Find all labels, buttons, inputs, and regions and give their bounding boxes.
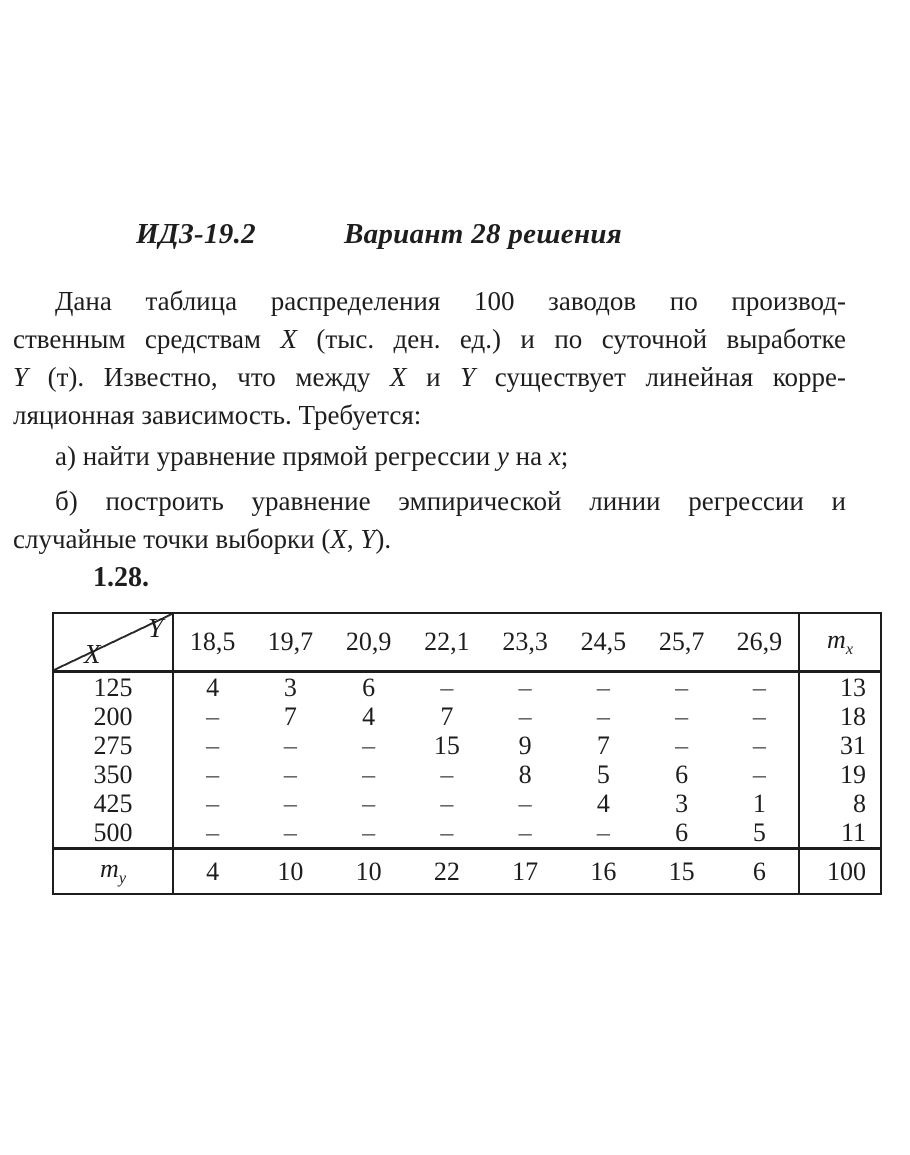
frequency-cell: – bbox=[752, 673, 766, 702]
frequency-cell: – bbox=[596, 673, 610, 702]
frequency-cell: – bbox=[440, 673, 454, 702]
frequency-cell: 7 bbox=[283, 702, 297, 731]
text-run: , bbox=[346, 524, 361, 554]
table-row bbox=[53, 731, 881, 760]
math-var: X bbox=[389, 362, 407, 392]
my-value: 15 bbox=[643, 849, 721, 895]
frequency-cell: 8 bbox=[518, 760, 532, 789]
x-class-value: 425 bbox=[53, 789, 173, 818]
text-line bbox=[13, 396, 846, 434]
frequency-cell: 15 bbox=[433, 731, 460, 760]
text-run: ственным средствам bbox=[13, 324, 281, 354]
my-subscript: y bbox=[118, 870, 126, 888]
frequency-cell: – bbox=[206, 731, 220, 760]
frequency-cell: 4 bbox=[596, 789, 610, 818]
x-class-value: 125 bbox=[53, 672, 173, 703]
frequency-cell: 5 bbox=[752, 818, 766, 847]
my-value: 6 bbox=[721, 849, 799, 895]
table-row bbox=[53, 702, 881, 731]
frequency-cell: – bbox=[206, 789, 220, 818]
y-class-header: 26,9 bbox=[721, 613, 799, 672]
mx-value: 18 bbox=[799, 702, 881, 731]
frequency-cell: – bbox=[596, 702, 610, 731]
table-header-row bbox=[53, 613, 881, 672]
frequency-cell: – bbox=[283, 818, 297, 847]
correlation-table-body bbox=[53, 613, 881, 894]
grand-total: 100 bbox=[799, 849, 881, 895]
corner-y-label: Y bbox=[147, 613, 163, 643]
assignment-code: ИДЗ-19.2 bbox=[136, 218, 256, 250]
x-class-value: 200 bbox=[53, 702, 173, 731]
math-var: X bbox=[280, 324, 297, 354]
variant-title: Вариант 28 решения bbox=[343, 218, 623, 250]
frequency-cell: – bbox=[675, 731, 689, 760]
math-var: Y bbox=[360, 524, 376, 554]
y-class-header: 19,7 bbox=[251, 613, 329, 672]
frequency-cell: 3 bbox=[283, 673, 297, 702]
math-var: Y bbox=[460, 362, 476, 392]
x-class-value: 500 bbox=[53, 818, 173, 849]
text-run: и bbox=[406, 362, 461, 392]
frequency-cell: – bbox=[206, 760, 220, 789]
frequency-cell: – bbox=[283, 789, 297, 818]
table-corner-cell bbox=[53, 613, 173, 672]
frequency-cell: – bbox=[752, 760, 766, 789]
text-line bbox=[13, 437, 846, 475]
text-line bbox=[13, 320, 846, 358]
frequency-cell: – bbox=[518, 702, 532, 731]
mx-value: 31 bbox=[799, 731, 881, 760]
text-run: (тыс. ден. ед.) и по суточной выработке bbox=[296, 324, 846, 354]
frequency-cell: – bbox=[752, 702, 766, 731]
math-var: x bbox=[548, 441, 561, 471]
math-var: Y bbox=[13, 362, 29, 392]
frequency-cell: 6 bbox=[675, 818, 689, 847]
mx-value: 13 bbox=[799, 672, 881, 703]
mx-value: 19 bbox=[799, 760, 881, 789]
mx-value: 11 bbox=[799, 818, 881, 849]
frequency-cell: – bbox=[675, 673, 689, 702]
page-title bbox=[136, 217, 622, 251]
frequency-cell: – bbox=[206, 818, 220, 847]
math-var: y bbox=[496, 441, 509, 471]
frequency-cell: – bbox=[440, 818, 454, 847]
frequency-cell: – bbox=[362, 818, 376, 847]
correlation-table bbox=[52, 612, 882, 895]
frequency-cell: – bbox=[440, 789, 454, 818]
x-class-value: 350 bbox=[53, 760, 173, 789]
my-value: 16 bbox=[564, 849, 642, 895]
table-footer-row bbox=[53, 849, 881, 895]
text-line bbox=[13, 358, 846, 396]
text-line bbox=[13, 482, 846, 520]
frequency-cell: – bbox=[362, 760, 376, 789]
my-value: 10 bbox=[330, 849, 408, 895]
frequency-cell: 1 bbox=[752, 789, 766, 818]
frequency-cell: – bbox=[440, 760, 454, 789]
mx-symbol: m bbox=[827, 624, 846, 654]
text-run: случайные точки выборки ( bbox=[13, 524, 331, 554]
my-value: 4 bbox=[173, 849, 251, 895]
text-run: Дана таблица распределения 100 заводов по производ- bbox=[55, 286, 846, 316]
frequency-cell: – bbox=[596, 818, 610, 847]
y-class-header: 24,5 bbox=[564, 613, 642, 672]
frequency-cell: 3 bbox=[675, 789, 689, 818]
task-item-a bbox=[13, 437, 846, 475]
y-class-header: 25,7 bbox=[643, 613, 721, 672]
y-class-header: 18,5 bbox=[173, 613, 251, 672]
math-var: X bbox=[330, 524, 347, 554]
frequency-cell: 4 bbox=[362, 702, 376, 731]
frequency-cell: – bbox=[752, 731, 766, 760]
frequency-cell: – bbox=[675, 702, 689, 731]
mx-subscript: x bbox=[845, 641, 853, 659]
x-class-value: 275 bbox=[53, 731, 173, 760]
table-number-label: 1.28. bbox=[93, 562, 149, 593]
problem-paragraph bbox=[13, 282, 846, 434]
my-value: 17 bbox=[486, 849, 564, 895]
text-line bbox=[13, 282, 846, 320]
y-class-header: 22,1 bbox=[408, 613, 486, 672]
table-row bbox=[53, 789, 881, 818]
text-run: ; bbox=[560, 441, 569, 471]
frequency-cell: – bbox=[518, 673, 532, 702]
frequency-cell: 7 bbox=[596, 731, 610, 760]
frequency-cell: 4 bbox=[206, 673, 220, 702]
frequency-cell: 9 bbox=[518, 731, 532, 760]
mx-value: 8 bbox=[799, 789, 881, 818]
text-run: а) найти уравнение прямой регрессии bbox=[55, 441, 497, 471]
my-row-label bbox=[53, 849, 173, 895]
mx-column-header bbox=[799, 613, 881, 672]
text-run: на bbox=[508, 441, 549, 471]
frequency-cell: 7 bbox=[440, 702, 454, 731]
frequency-cell: – bbox=[283, 760, 297, 789]
y-class-header: 23,3 bbox=[486, 613, 564, 672]
frequency-cell: 6 bbox=[675, 760, 689, 789]
table-row bbox=[53, 760, 881, 789]
text-line bbox=[13, 520, 846, 558]
my-value: 10 bbox=[251, 849, 329, 895]
frequency-cell: – bbox=[362, 731, 376, 760]
my-symbol: m bbox=[100, 854, 119, 884]
table-row bbox=[53, 818, 881, 849]
frequency-cell: – bbox=[362, 789, 376, 818]
text-run: (т). Известно, что между bbox=[28, 362, 390, 392]
corner-x-label: X bbox=[84, 639, 101, 669]
task-item-b bbox=[13, 482, 846, 558]
my-value: 22 bbox=[408, 849, 486, 895]
frequency-cell: – bbox=[518, 789, 532, 818]
frequency-cell: – bbox=[206, 702, 220, 731]
text-run: ляционная зависимость. Требуется: bbox=[13, 400, 422, 430]
text-run: б) построить уравнение эмпирической линии регрессии и bbox=[55, 486, 846, 516]
frequency-cell: 5 bbox=[596, 760, 610, 789]
text-run: существует линейная корре- bbox=[475, 362, 846, 392]
text-run: ). bbox=[375, 524, 392, 554]
frequency-cell: – bbox=[283, 731, 297, 760]
y-class-header: 20,9 bbox=[330, 613, 408, 672]
frequency-cell: 6 bbox=[362, 673, 376, 702]
table-row bbox=[53, 672, 881, 703]
frequency-cell: – bbox=[518, 818, 532, 847]
